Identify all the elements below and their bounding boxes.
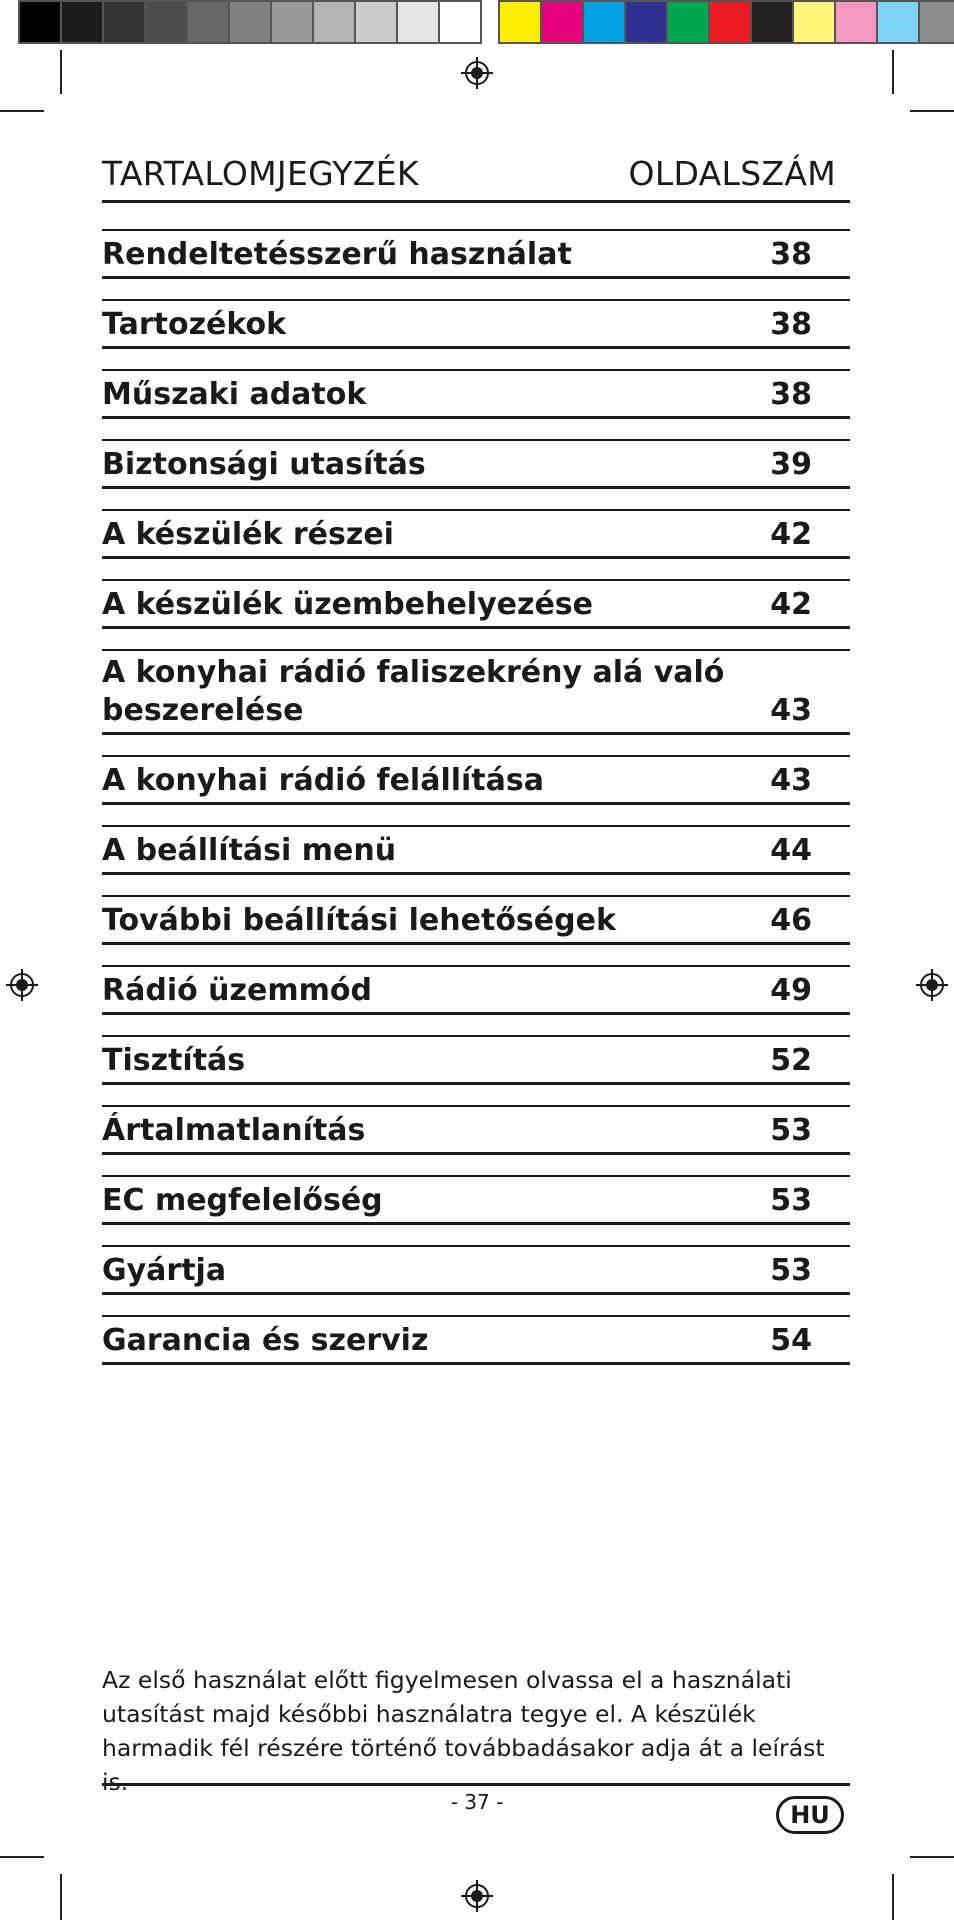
crop-mark xyxy=(892,50,894,94)
toc-entry[interactable] xyxy=(102,299,850,349)
toc-entry[interactable] xyxy=(102,1105,850,1155)
toc-entry[interactable] xyxy=(102,1245,850,1295)
color-swatch xyxy=(62,0,104,44)
registration-mark-icon xyxy=(459,55,495,91)
toc-entry-page: 46 xyxy=(770,903,812,938)
color-swatch xyxy=(920,0,954,44)
toc-entry[interactable] xyxy=(102,965,850,1015)
color-swatch xyxy=(188,0,230,44)
toc-entry-title: Műszaki adatok xyxy=(102,377,367,412)
toc-entry[interactable] xyxy=(102,649,850,735)
toc-entry-page: 38 xyxy=(770,237,812,272)
color-swatch xyxy=(626,0,668,44)
color-swatch xyxy=(440,0,482,44)
crop-mark xyxy=(60,1874,62,1920)
crop-mark xyxy=(910,1856,954,1858)
toc-entry-page: 52 xyxy=(770,1043,812,1078)
toc-entry[interactable] xyxy=(102,1175,850,1225)
toc-entry-title: A készülék részei xyxy=(102,517,394,552)
toc-entry[interactable] xyxy=(102,1315,850,1365)
language-badge: HU xyxy=(776,1796,844,1834)
toc-entry-title: Garancia és szerviz xyxy=(102,1323,429,1358)
toc-entry[interactable] xyxy=(102,579,850,629)
color-swatch xyxy=(710,0,752,44)
registration-mark-icon xyxy=(914,967,950,1003)
color-calibration-bar xyxy=(18,0,954,44)
color-swatch xyxy=(146,0,188,44)
toc-entry[interactable] xyxy=(102,895,850,945)
toc-entry-page: 38 xyxy=(770,377,812,412)
toc-entry[interactable] xyxy=(102,755,850,805)
toc-entry-title: További beállítási lehetőségek xyxy=(102,903,616,938)
toc-entry-title: Rendeltetésszerű használat xyxy=(102,237,572,272)
toc-entry-page: 53 xyxy=(770,1183,812,1218)
footer-divider xyxy=(102,1783,850,1786)
toc-entry[interactable] xyxy=(102,439,850,489)
color-swatch xyxy=(104,0,146,44)
crop-mark xyxy=(0,1856,44,1858)
toc-entry-title: Tartozékok xyxy=(102,307,287,342)
color-bar-gap xyxy=(482,0,498,44)
crop-mark xyxy=(910,110,954,112)
crop-mark xyxy=(892,1874,894,1920)
toc-title: TARTALOMJEGYZÉK xyxy=(102,153,419,193)
color-swatch xyxy=(836,0,878,44)
crop-mark xyxy=(60,50,62,94)
color-swatch xyxy=(668,0,710,44)
toc-header xyxy=(102,146,850,203)
toc-entry-page: 54 xyxy=(770,1323,812,1358)
registration-mark-icon xyxy=(459,1878,495,1914)
toc-entry-title: Ártalmatlanítás xyxy=(102,1113,366,1148)
toc-entry-title: EC megfelelőség xyxy=(102,1183,383,1218)
toc-entry[interactable] xyxy=(102,509,850,559)
color-swatch xyxy=(542,0,584,44)
toc-entry-title: Tisztítás xyxy=(102,1043,246,1078)
toc-entry-page: 42 xyxy=(770,587,812,622)
toc-entry-title: Rádió üzemmód xyxy=(102,973,372,1008)
color-swatch xyxy=(398,0,440,44)
color-swatch xyxy=(230,0,272,44)
page-number: - 37 - xyxy=(450,1790,504,1814)
toc-entry-title: A konyhai rádió faliszekrény alá való beszerelése xyxy=(102,655,725,728)
registration-mark-icon xyxy=(4,967,40,1003)
toc-entry-page: 43 xyxy=(770,763,812,798)
toc-entry-page: 53 xyxy=(770,1253,812,1288)
color-swatch xyxy=(18,0,62,44)
toc-entry-page: 38 xyxy=(770,307,812,342)
color-swatch xyxy=(752,0,794,44)
page-column-label: OLDALSZÁM xyxy=(628,153,836,193)
toc-entry-page: 44 xyxy=(770,833,812,868)
toc-entry[interactable] xyxy=(102,825,850,875)
color-swatch xyxy=(878,0,920,44)
color-swatch xyxy=(498,0,542,44)
toc-entry-page: 49 xyxy=(770,973,812,1008)
toc-list xyxy=(102,229,850,1385)
toc-entry-title: A konyhai rádió felállítása xyxy=(102,763,544,798)
toc-entry[interactable] xyxy=(102,1035,850,1085)
color-swatch xyxy=(272,0,314,44)
toc-entry-title: A beállítási menü xyxy=(102,833,397,868)
color-swatch xyxy=(314,0,356,44)
color-swatch xyxy=(356,0,398,44)
toc-entry-page: 53 xyxy=(770,1113,812,1148)
crop-mark xyxy=(0,110,44,112)
usage-note: Az első használat előtt figyelmesen olvassa el a használati utasítást majd későbbi használatra tegye el. A készülék harmadik fél részére történő továbbadásakor adja át a leírást is. xyxy=(102,1666,825,1796)
toc-entry-title: A készülék üzembehelyezése xyxy=(102,587,594,622)
toc-entry-page: 39 xyxy=(770,447,812,482)
toc-entry[interactable] xyxy=(102,369,850,419)
toc-entry-page: 42 xyxy=(770,517,812,552)
toc-entry[interactable] xyxy=(102,229,850,279)
color-swatch xyxy=(584,0,626,44)
toc-entry-page: 43 xyxy=(770,693,812,728)
toc-entry-title: Gyártja xyxy=(102,1253,227,1288)
color-swatch xyxy=(794,0,836,44)
toc-entry-title: Biztonsági utasítás xyxy=(102,447,426,482)
